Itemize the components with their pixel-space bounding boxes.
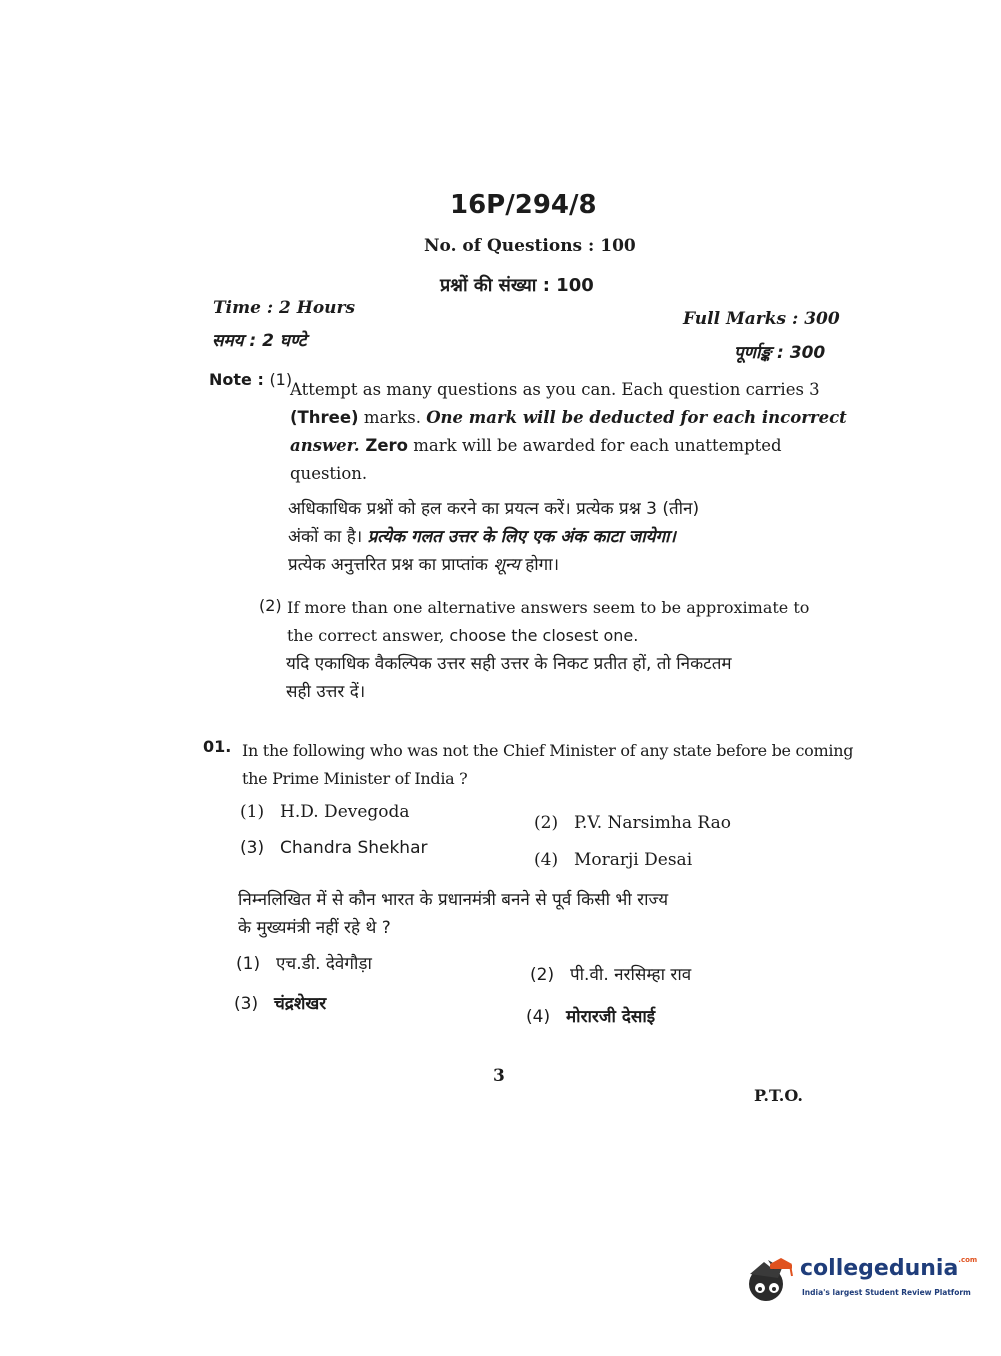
note-1-hindi-line-2 bbox=[288, 523, 699, 551]
option-3-number: (3) bbox=[240, 838, 265, 858]
question-1-line-1: In the following who was not the Chief Minister of any state before be coming bbox=[242, 741, 854, 760]
logo-name: collegedunia bbox=[800, 1256, 959, 1281]
number-of-questions-hindi: प्रश्नों की संख्या : 100 bbox=[440, 275, 594, 296]
note-1-answer: answer. bbox=[290, 436, 360, 455]
hindi-option-3-text: चंद्रशेखर bbox=[274, 994, 327, 1014]
option-4-number: (4) bbox=[534, 850, 559, 870]
time-allowed: Time : 2 Hours bbox=[213, 298, 356, 318]
option-1-number: (1) bbox=[240, 802, 265, 822]
hindi-option-2-text: पी.वी. नरसिम्हा राव bbox=[570, 965, 692, 985]
question-1-hindi-line-2: के मुख्यमंत्री नहीं रहे थे ? bbox=[238, 918, 391, 938]
option-4 bbox=[534, 850, 692, 870]
note-1-unattempted: mark will be awarded for each unattempted bbox=[407, 436, 782, 455]
time-allowed-hindi: समय : 2 घण्टे bbox=[212, 331, 307, 351]
mascot-icon bbox=[744, 1252, 800, 1308]
logo-tagline: India's largest Student Review Platform bbox=[802, 1288, 971, 1297]
note-1-deduction: One mark will be deducted for each incorrect bbox=[426, 408, 847, 427]
note-2-hindi-line-1: यदि एकाधिक वैकल्पिक उत्तर सही उत्तर के निकट प्रतीत हों, तो निकटतम bbox=[286, 654, 732, 674]
note-label-text: Note : bbox=[209, 370, 264, 389]
note-1-marks: marks. bbox=[358, 408, 427, 427]
option-2-number: (2) bbox=[534, 813, 559, 833]
note-1-number: (1) bbox=[269, 370, 293, 389]
note-2-closest: choose the closest one. bbox=[449, 626, 639, 645]
note-1-english bbox=[290, 376, 847, 488]
question-1-number: 01. bbox=[203, 737, 232, 756]
hindi-option-1-number: (1) bbox=[236, 954, 261, 974]
full-marks-hindi: पूर्णाङ्क : 300 bbox=[734, 343, 826, 363]
note-2-hindi-line-2: सही उत्तर दें। bbox=[286, 682, 366, 702]
logo-wordmark bbox=[800, 1256, 977, 1281]
option-3-text: Chandra Shekhar bbox=[280, 838, 428, 858]
number-of-questions: No. of Questions : 100 bbox=[424, 236, 636, 256]
note-1-hindi-marks: अंकों का है। bbox=[288, 527, 368, 547]
note-1-zero: Zero bbox=[359, 436, 408, 455]
option-1 bbox=[240, 802, 410, 822]
question-1-hindi-line-1: निम्नलिखित में से कौन भारत के प्रधानमंत्री बनने से पूर्व किसी भी राज्य bbox=[238, 890, 669, 910]
hindi-option-3 bbox=[234, 990, 326, 1018]
note-1-hindi-deduction: प्रत्येक गलत उत्तर के लिए एक अंक काटा जायेगा। bbox=[367, 527, 676, 547]
hindi-option-1-text: एच.डी. देवेगौड़ा bbox=[276, 954, 372, 974]
collegedunia-logo bbox=[744, 1252, 978, 1312]
note-2-english bbox=[287, 594, 809, 650]
note-1-line-2 bbox=[290, 404, 847, 432]
please-turn-over: P.T.O. bbox=[754, 1086, 803, 1105]
hindi-option-3-number: (3) bbox=[234, 994, 259, 1014]
option-4-text: Morarji Desai bbox=[574, 850, 693, 870]
hindi-option-2 bbox=[530, 961, 691, 989]
note-2-correct-answer: the correct answer, bbox=[287, 626, 450, 645]
option-2 bbox=[534, 813, 731, 833]
question-1-hindi-text bbox=[238, 886, 668, 942]
hindi-option-4-number: (4) bbox=[526, 1007, 551, 1027]
note-1-three: (Three) bbox=[290, 408, 359, 427]
hindi-option-4-text: मोरारजी देसाई bbox=[566, 1007, 656, 1027]
note-1-hindi bbox=[288, 495, 699, 579]
option-1-text: H.D. Devegoda bbox=[280, 802, 410, 822]
page-number: 3 bbox=[493, 1066, 505, 1086]
question-1-text bbox=[242, 737, 853, 793]
hindi-option-2-number: (2) bbox=[530, 965, 555, 985]
option-3 bbox=[240, 838, 428, 858]
note-1-line-1: Attempt as many questions as you can. Each question carries 3 bbox=[290, 380, 820, 399]
note-1-hindi-line-1: अधिकाधिक प्रश्नों को हल करने का प्रयत्न करें। प्रत्येक प्रश्न 3 (तीन) bbox=[288, 499, 700, 519]
note-2-hindi bbox=[286, 650, 732, 706]
note-2-line-2 bbox=[287, 622, 809, 650]
note-2-number: (2) bbox=[259, 596, 282, 615]
note-1-hindi-end: होगा। bbox=[519, 555, 560, 575]
paper-code: 16P/294/8 bbox=[450, 190, 597, 220]
note-2-line-1: If more than one alternative answers seem to be approximate to bbox=[287, 598, 810, 617]
full-marks: Full Marks : 300 bbox=[683, 309, 840, 329]
hindi-option-4 bbox=[526, 1003, 655, 1031]
logo-com: .com bbox=[958, 1256, 978, 1264]
note-1-hindi-zero: शून्य bbox=[493, 555, 520, 575]
hindi-option-1 bbox=[236, 950, 372, 978]
note-label bbox=[209, 370, 292, 389]
note-1-line-3 bbox=[290, 432, 847, 460]
note-1-hindi-unattempted: प्रत्येक अनुत्तरित प्रश्न का प्राप्तांक bbox=[288, 555, 494, 575]
note-1-line-4: question. bbox=[290, 464, 368, 483]
note-1-hindi-line-3 bbox=[288, 551, 699, 579]
option-2-text: P.V. Narsimha Rao bbox=[574, 813, 731, 833]
question-1-line-2: the Prime Minister of India ? bbox=[242, 769, 468, 788]
